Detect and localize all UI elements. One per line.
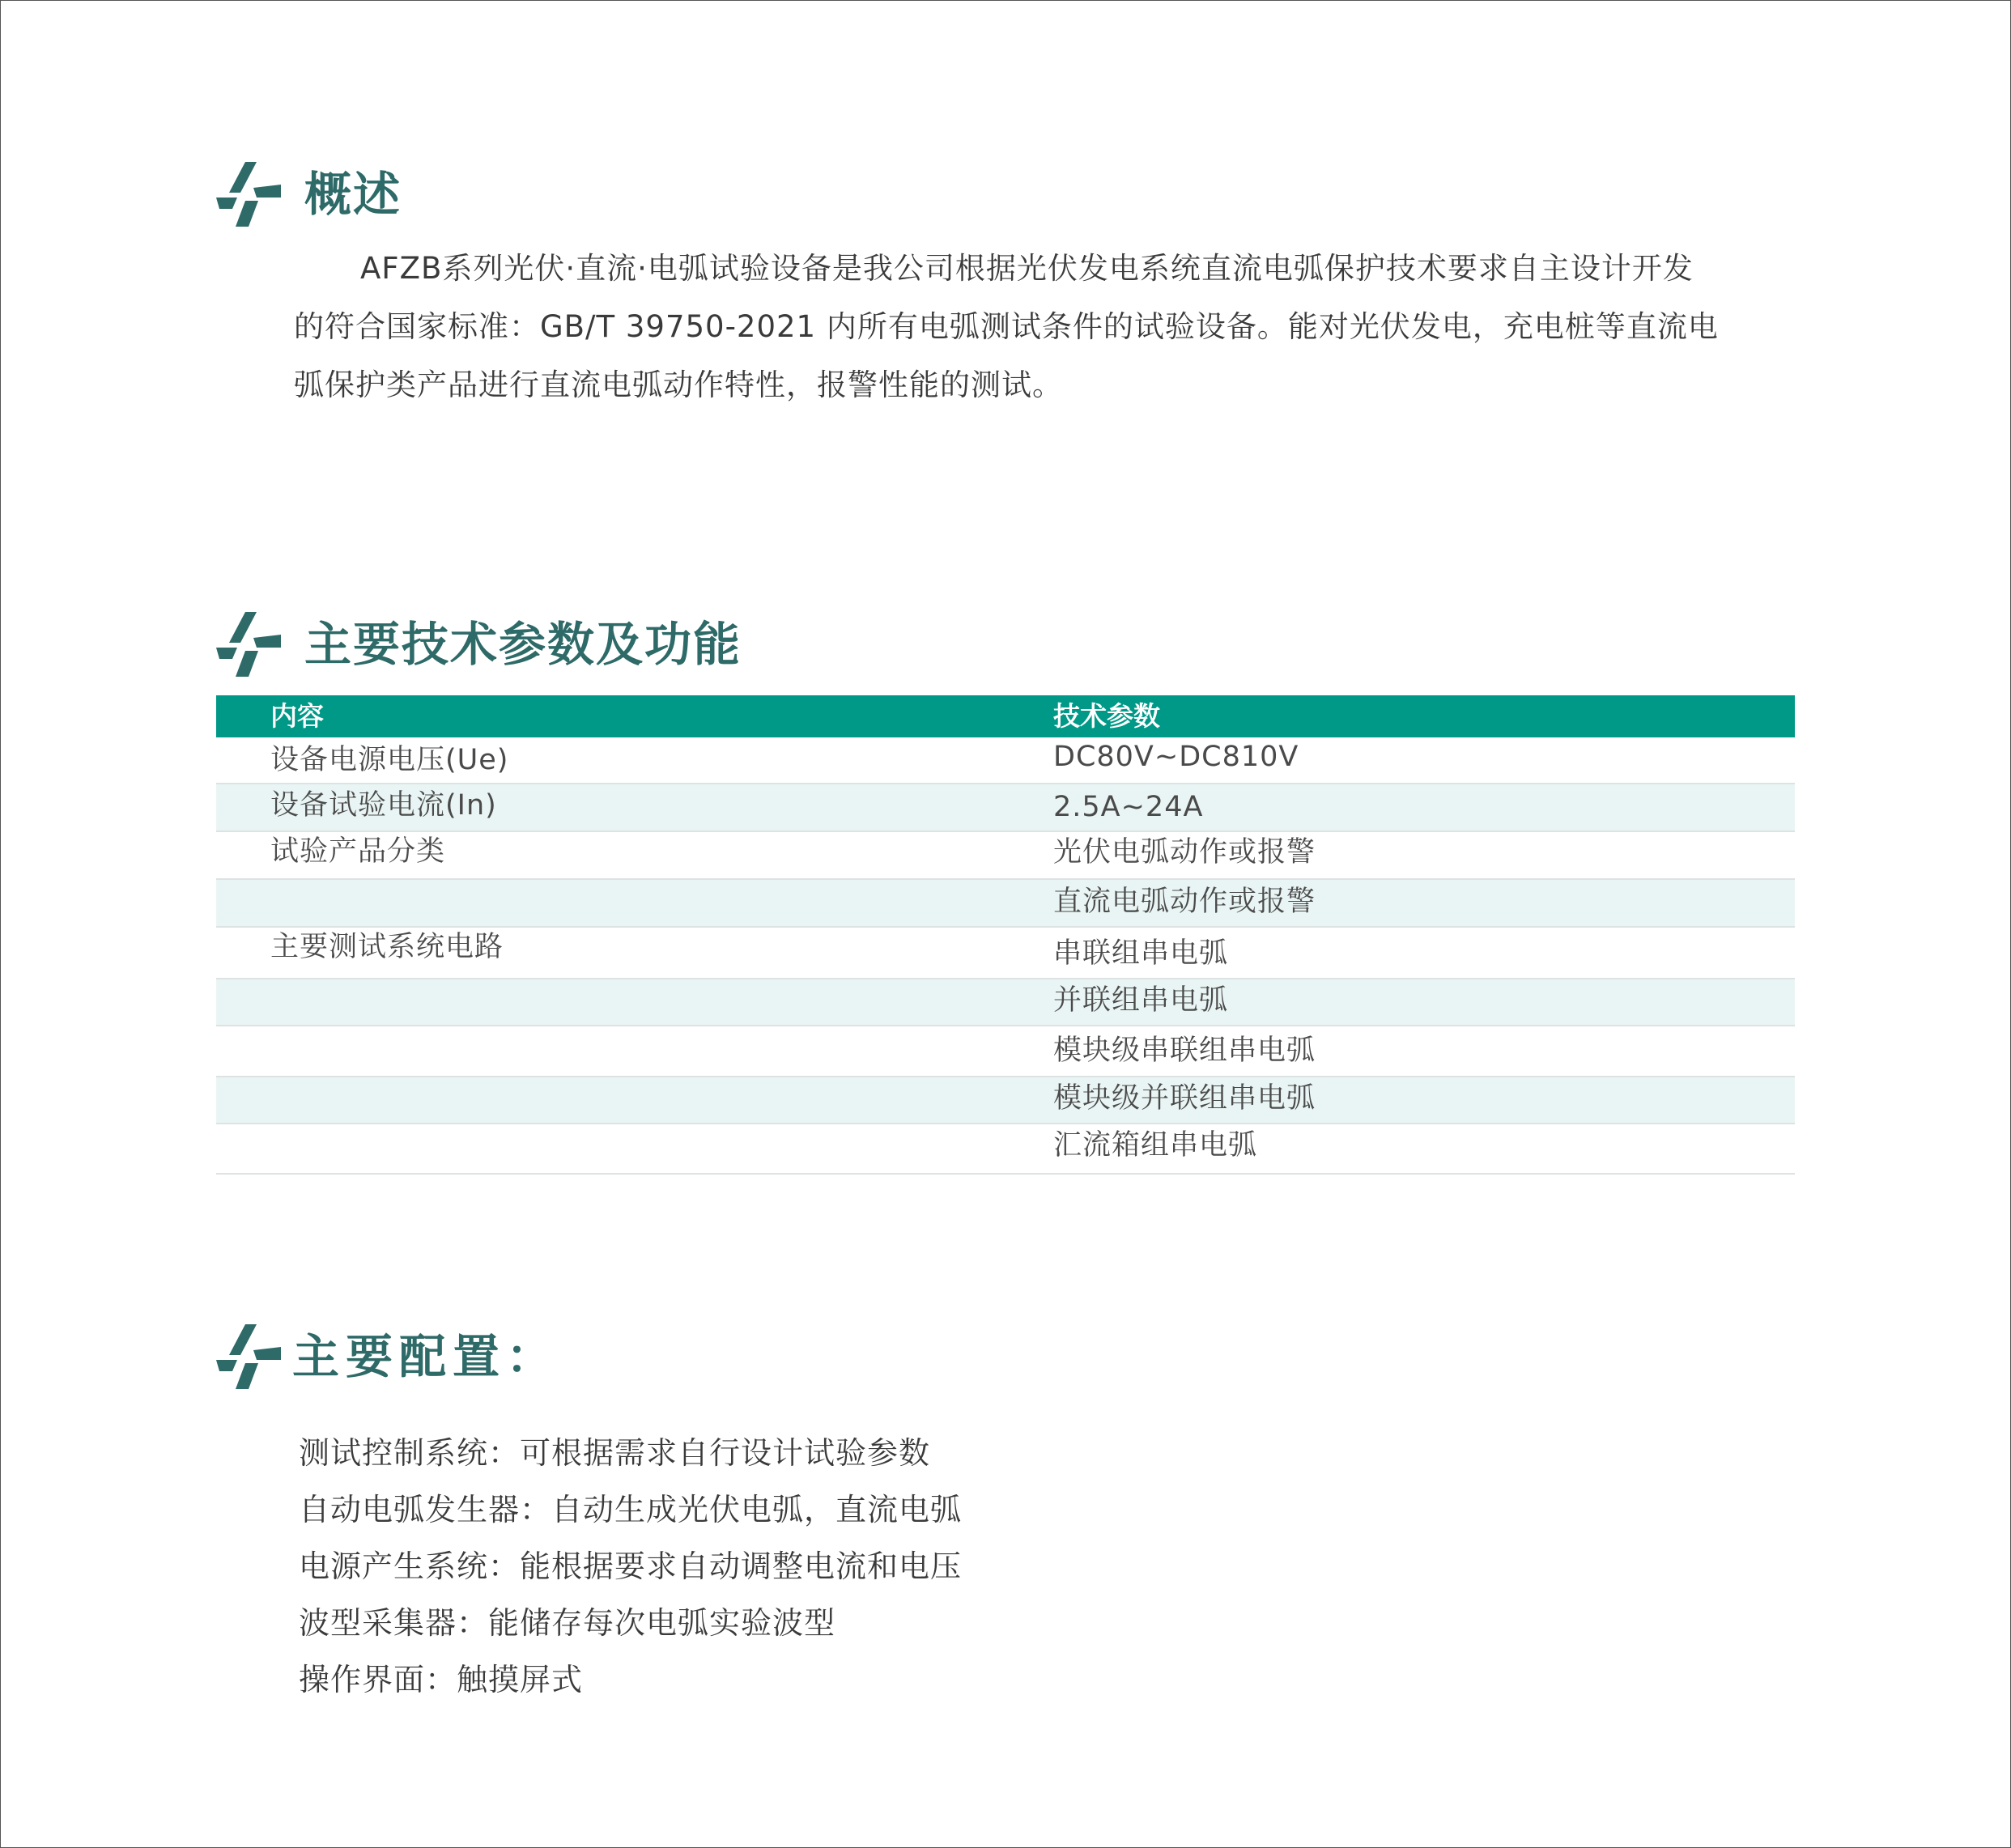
config-item: 电源产生系统：能根据要求自动调整电流和电压 xyxy=(299,1548,963,1584)
config-item: 操作界面：触摸屏式 xyxy=(299,1662,584,1697)
table-row xyxy=(216,880,1795,928)
row-value: 串联组串电弧 xyxy=(1053,937,1229,970)
config-item: 自动电弧发生器：自动生成光伏电弧，直流电弧 xyxy=(299,1492,963,1527)
header-parameters: 技术参数 xyxy=(1053,700,1160,732)
table-row xyxy=(216,928,1795,979)
row-content: 试验产品分类 xyxy=(270,835,446,868)
config-item: 测试控制系统：可根据需求自行设计试验参数 xyxy=(299,1435,931,1471)
table-row xyxy=(216,784,1795,832)
specs-table xyxy=(216,695,1795,1175)
overview-line-1: AFZB系列光伏·直流·电弧试验设备是我公司根据光伏发电系统直流电弧保护技术要求自主设计开发 xyxy=(360,251,1694,286)
row-value: 2.5A~24A xyxy=(1053,791,1204,823)
table-row xyxy=(216,1077,1795,1124)
config-item: 波型采集器：能储存每次电弧实验波型 xyxy=(299,1605,836,1641)
specs-title: 主要技术参数及功能 xyxy=(304,617,742,672)
header-content: 内容 xyxy=(270,700,324,732)
row-content: 设备电源电压(Ue) xyxy=(270,744,509,776)
overview-line-3: 弧保护类产品进行直流电弧动作特性，报警性能的测试。 xyxy=(294,367,1063,402)
row-value: 模块级串联组串电弧 xyxy=(1053,1034,1316,1067)
brand-logo-icon xyxy=(216,1323,281,1389)
overview-title: 概述 xyxy=(304,167,402,222)
row-content: 设备试验电流(In) xyxy=(270,789,497,822)
table-row xyxy=(216,1124,1795,1175)
row-value: 模块级并联组串电弧 xyxy=(1053,1082,1316,1115)
table-row xyxy=(216,1026,1795,1077)
table-row xyxy=(216,979,1795,1026)
specs-table-header xyxy=(216,695,1795,737)
overview-line-2: 的符合国家标准：GB/T 39750-2021 内所有电弧测试条件的试验设备。能对光伏发电，充电桩等直流电 xyxy=(294,309,1719,344)
row-content: 主要测试系统电路 xyxy=(270,931,504,963)
table-row xyxy=(216,737,1795,784)
row-value: 直流电弧动作或报警 xyxy=(1053,886,1316,918)
row-value: 光伏电弧动作或报警 xyxy=(1053,836,1316,869)
table-row xyxy=(216,832,1795,880)
brand-logo-icon xyxy=(216,160,281,227)
row-value: 并联组串电弧 xyxy=(1053,984,1229,1017)
row-value: 汇流箱组串电弧 xyxy=(1053,1129,1258,1162)
row-value: DC80V~DC810V xyxy=(1053,741,1299,773)
config-title: 主要配置： xyxy=(292,1329,560,1384)
brand-logo-icon xyxy=(216,610,281,677)
